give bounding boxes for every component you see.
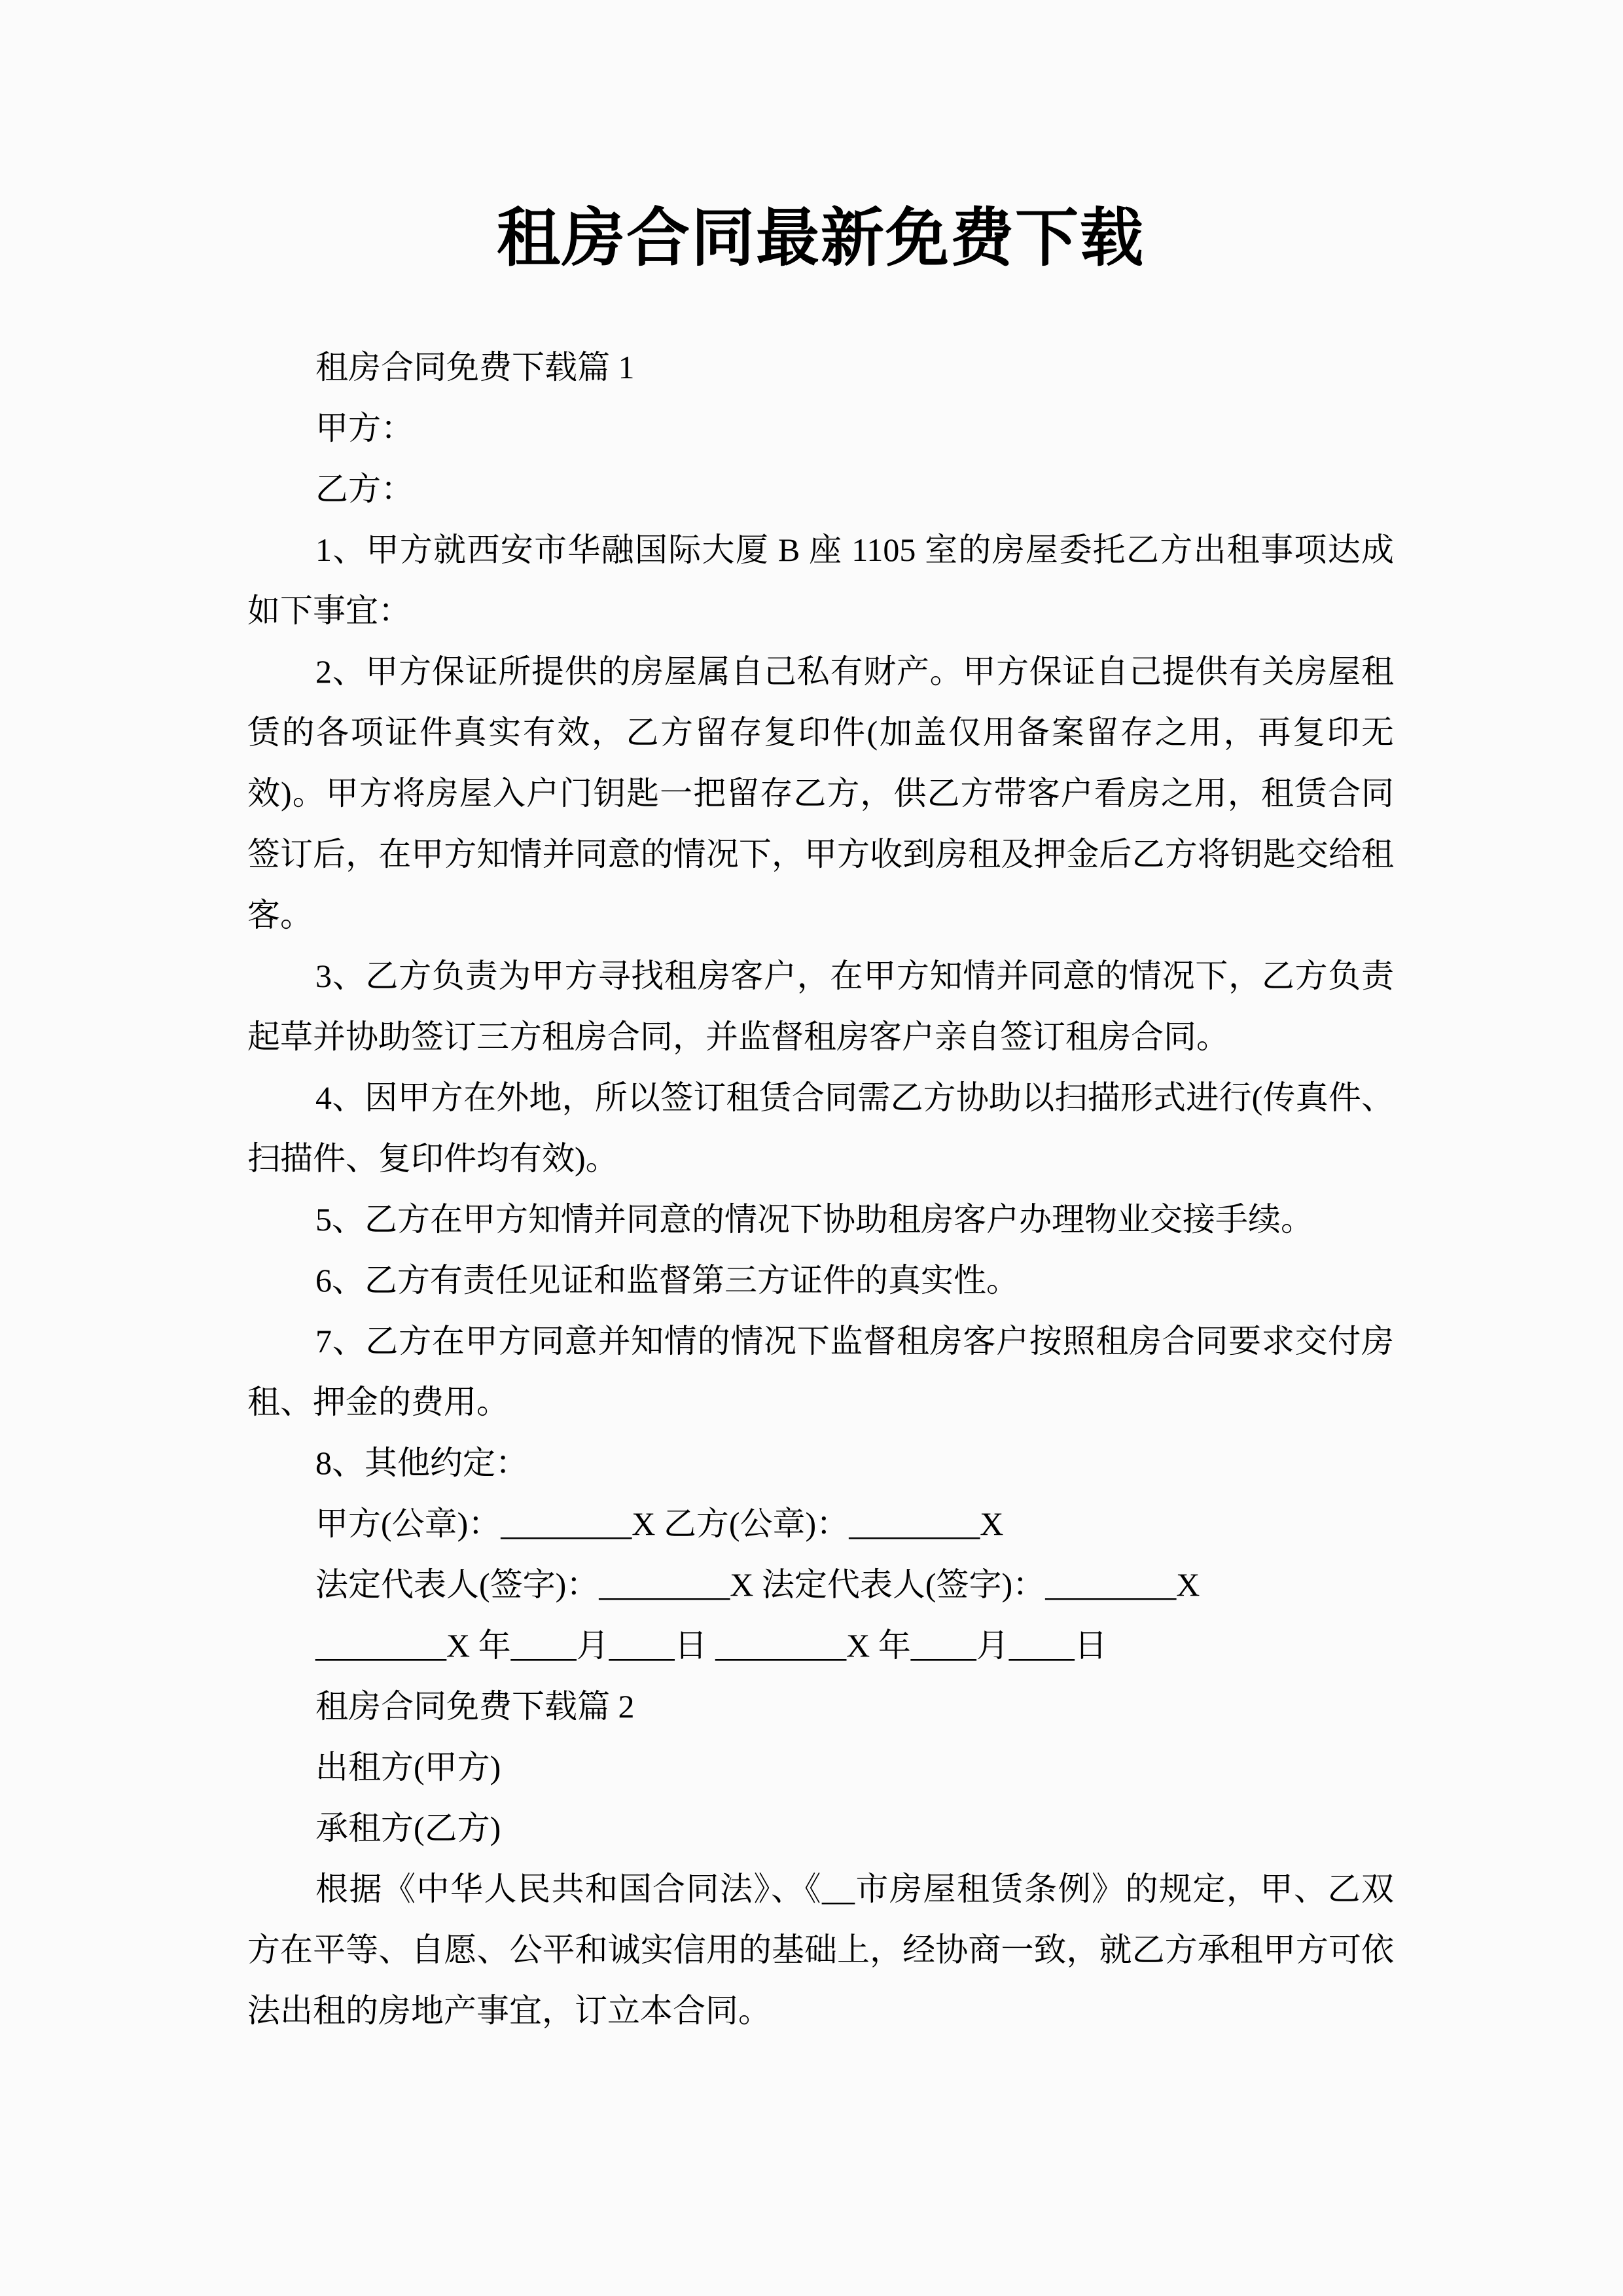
paragraph-clause-8: 8、其他约定： [315, 1444, 528, 1481]
paragraph-lessor: 出租方(甲方) [315, 1749, 501, 1785]
paragraph-party-b: 乙方： [315, 471, 414, 507]
paragraph-clause-6: 6、乙方有责任见证和监督第三方证件的真实性。 [315, 1262, 1019, 1299]
paragraph-section1-heading: 租房合同免费下载篇 1 [315, 349, 635, 386]
paragraph-party-a: 甲方： [315, 410, 414, 446]
paragraph-clause-2: 2、甲方保证所提供的房屋属自己私有财产。甲方保证自己提供有关房屋租赁的各项证件真实有效，乙方留存复印件(加盖仅用备案留存之用，再复印无效)。甲方将房屋入户门钥匙一把留存乙方，供乙方带客户看房之用，租赁合同签订后，在甲方知情并同意的情况下，甲方收到房租及押金后乙方将钥匙交给租客。 [247, 653, 1394, 933]
paragraph-clause-5: 5、乙方在甲方知情并同意的情况下协助租房客户办理物业交接手续。 [315, 1201, 1313, 1238]
document-body [247, 337, 1394, 2041]
paragraph-clause-4: 4、因甲方在外地，所以签订租赁合同需乙方协助以扫描形式进行(传真件、扫描件、复印件均有效)。 [247, 1079, 1394, 1177]
paragraph-clause-1: 1、甲方就西安市华融国际大厦 B 座 1105 室的房屋委托乙方出租事项达成如下事宜： [247, 531, 1394, 629]
paragraph-preamble: 根据《中华人民共和国合同法》、《__市房屋租赁条例》的规定，甲、乙双方在平等、自愿、公平和诚实信用的基础上，经协商一致，就乙方承租甲方可依法出租的房地产事宜，订立本合同。 [247, 1871, 1394, 2029]
paragraph-representative-line: 法定代表人(签字)：________X 法定代表人(签字)：________X [315, 1566, 1200, 1603]
paragraph-date-line: ________X 年____月____日 ________X 年____月____日 [315, 1627, 1107, 1664]
page-title: 租房合同最新免费下载 [497, 204, 1145, 274]
paragraph-section2-heading: 租房合同免费下载篇 2 [315, 1688, 635, 1725]
paragraph-lessee: 承租方(乙方) [315, 1810, 501, 1846]
paragraph-clause-7: 7、乙方在甲方同意并知情的情况下监督租房客户按照租房合同要求交付房租、押金的费用。 [247, 1323, 1394, 1420]
paragraph-seal-line: 甲方(公章)：________X 乙方(公章)：________X [315, 1505, 1004, 1542]
paragraph-clause-3: 3、乙方负责为甲方寻找租房客户，在甲方知情并同意的情况下，乙方负责起草并协助签订三方租房合同，并监督租房客户亲自签订租房合同。 [247, 958, 1394, 1055]
